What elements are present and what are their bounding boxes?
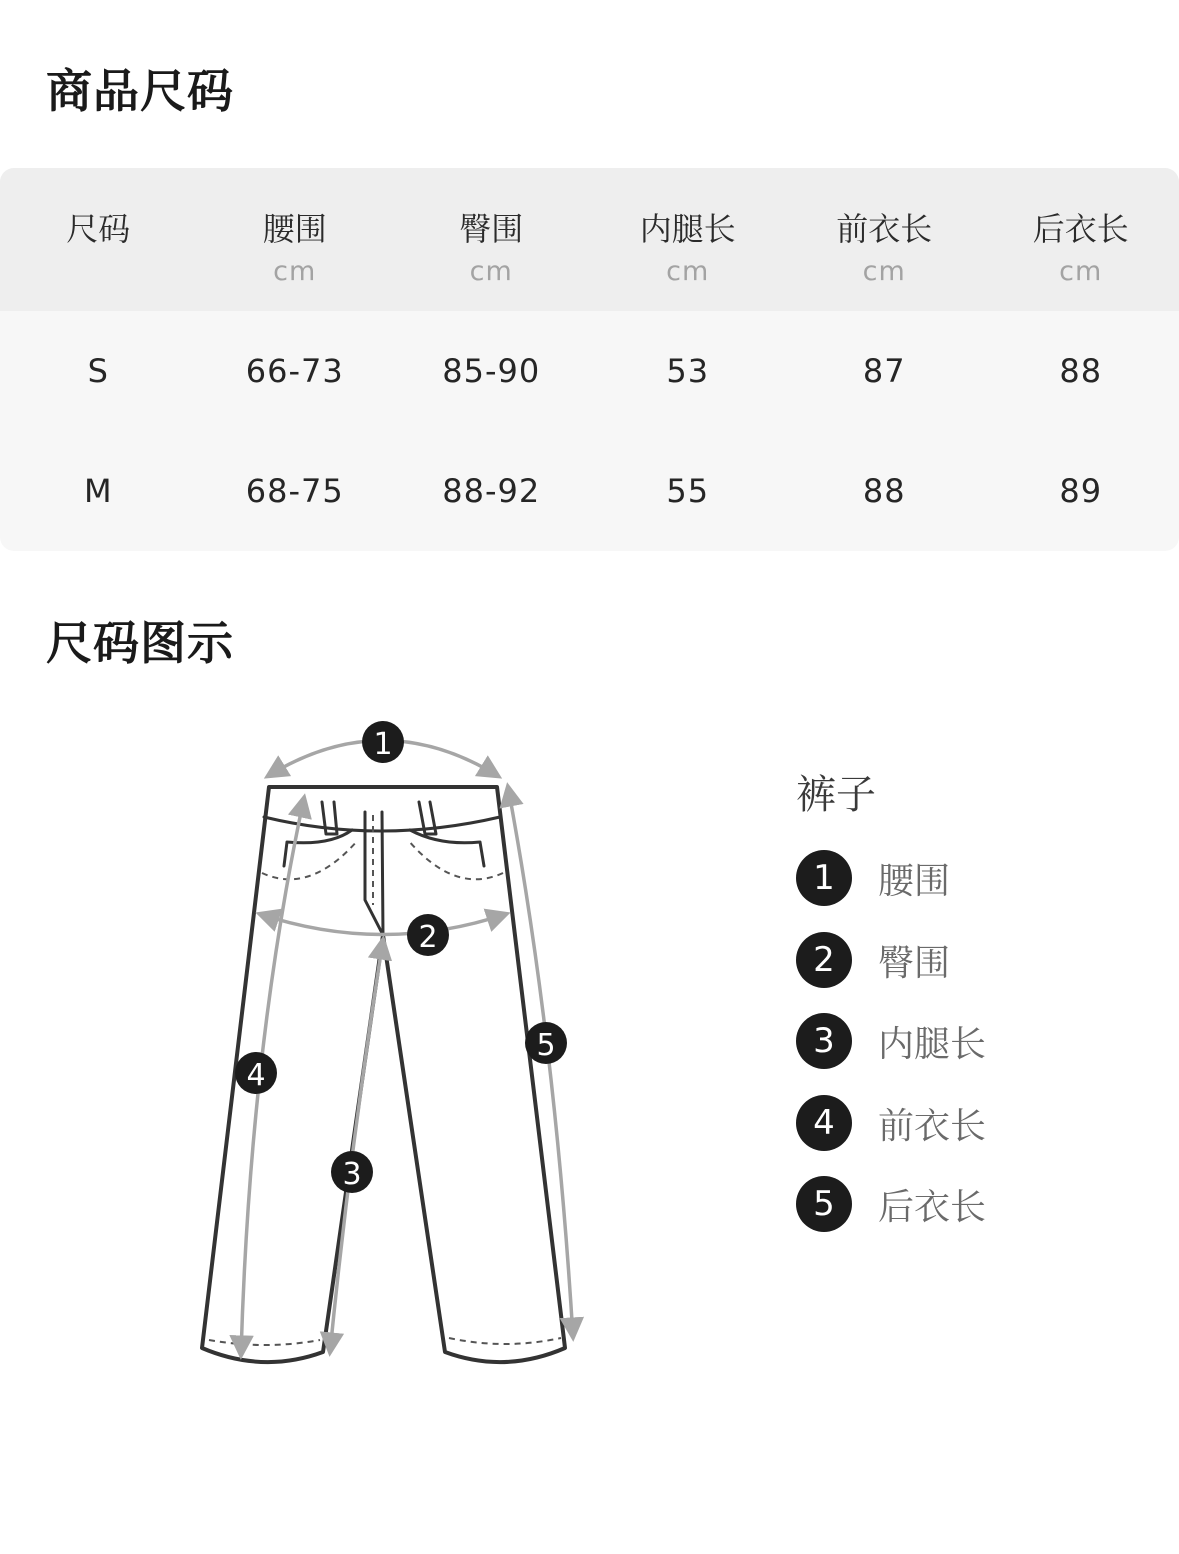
legend-title: 裤子 (796, 772, 876, 818)
header-label: 前衣长 (836, 210, 933, 248)
legend-item-back-length (796, 1176, 986, 1232)
size-table-body (0, 311, 1179, 551)
header-label: 后衣长 (1032, 210, 1129, 248)
header-cell-hip (393, 168, 590, 311)
marker-5 (525, 1022, 567, 1064)
legend-label: 腰围 (878, 860, 951, 902)
size-table (0, 168, 1179, 551)
size-table-header (0, 168, 1179, 311)
header-unit: cm (862, 256, 906, 287)
header-unit: cm (1059, 256, 1103, 287)
legend-label: 内腿长 (878, 1023, 987, 1065)
diagram-legend (796, 770, 987, 1228)
marker-5-label: 5 (536, 1028, 556, 1063)
header-label: 内腿长 (639, 210, 736, 248)
marker-2 (407, 914, 449, 956)
header-unit: cm (273, 256, 317, 287)
legend-number: 2 (796, 932, 852, 988)
legend-item-front-length (796, 1095, 986, 1151)
legend-number: 5 (796, 1176, 852, 1232)
legend-label: 后衣长 (878, 1186, 987, 1228)
marker-1-label: 1 (373, 727, 393, 762)
table-cell: 88-92 (442, 472, 541, 510)
header-label: 尺码 (66, 210, 131, 248)
header-label: 臀围 (459, 210, 524, 248)
diagram-section-title: 尺码图示 (46, 616, 234, 670)
table-cell: 66-73 (245, 352, 344, 390)
table-cell: 53 (666, 352, 710, 390)
marker-4-label: 4 (246, 1058, 266, 1093)
header-unit: cm (666, 256, 710, 287)
marker-4 (235, 1052, 277, 1094)
legend-item-waist (796, 850, 950, 906)
table-cell: 85-90 (442, 352, 541, 390)
table-cell: 89 (1059, 472, 1103, 510)
header-cell-waist (197, 168, 394, 311)
table-cell: 87 (862, 352, 906, 390)
table-cell: S (87, 352, 109, 390)
legend-number: 3 (796, 1013, 852, 1069)
header-cell-inseam (590, 168, 787, 311)
header-label: 腰围 (262, 210, 327, 248)
marker-1 (362, 721, 404, 763)
header-cell-front-length (786, 168, 983, 311)
header-cell-size (0, 168, 197, 311)
table-cell: 88 (1059, 352, 1103, 390)
marker-3-label: 3 (342, 1157, 362, 1192)
legend-item-hip (796, 932, 950, 988)
table-row (0, 431, 1179, 551)
marker-2-label: 2 (418, 920, 438, 955)
legend-label: 前衣长 (878, 1105, 987, 1147)
pants-diagram (0, 690, 760, 1410)
header-unit: cm (469, 256, 513, 287)
table-cell: M (83, 472, 113, 510)
legend-label: 臀围 (878, 942, 951, 984)
table-cell: 88 (862, 472, 906, 510)
table-row (0, 311, 1179, 431)
table-cell: 55 (666, 472, 710, 510)
legend-item-inseam (796, 1013, 986, 1069)
header-cell-back-length (983, 168, 1179, 311)
legend-number: 4 (796, 1095, 852, 1151)
table-cell: 68-75 (245, 472, 344, 510)
size-section-title: 商品尺码 (46, 64, 234, 118)
marker-3 (331, 1151, 373, 1193)
legend-number: 1 (796, 850, 852, 906)
